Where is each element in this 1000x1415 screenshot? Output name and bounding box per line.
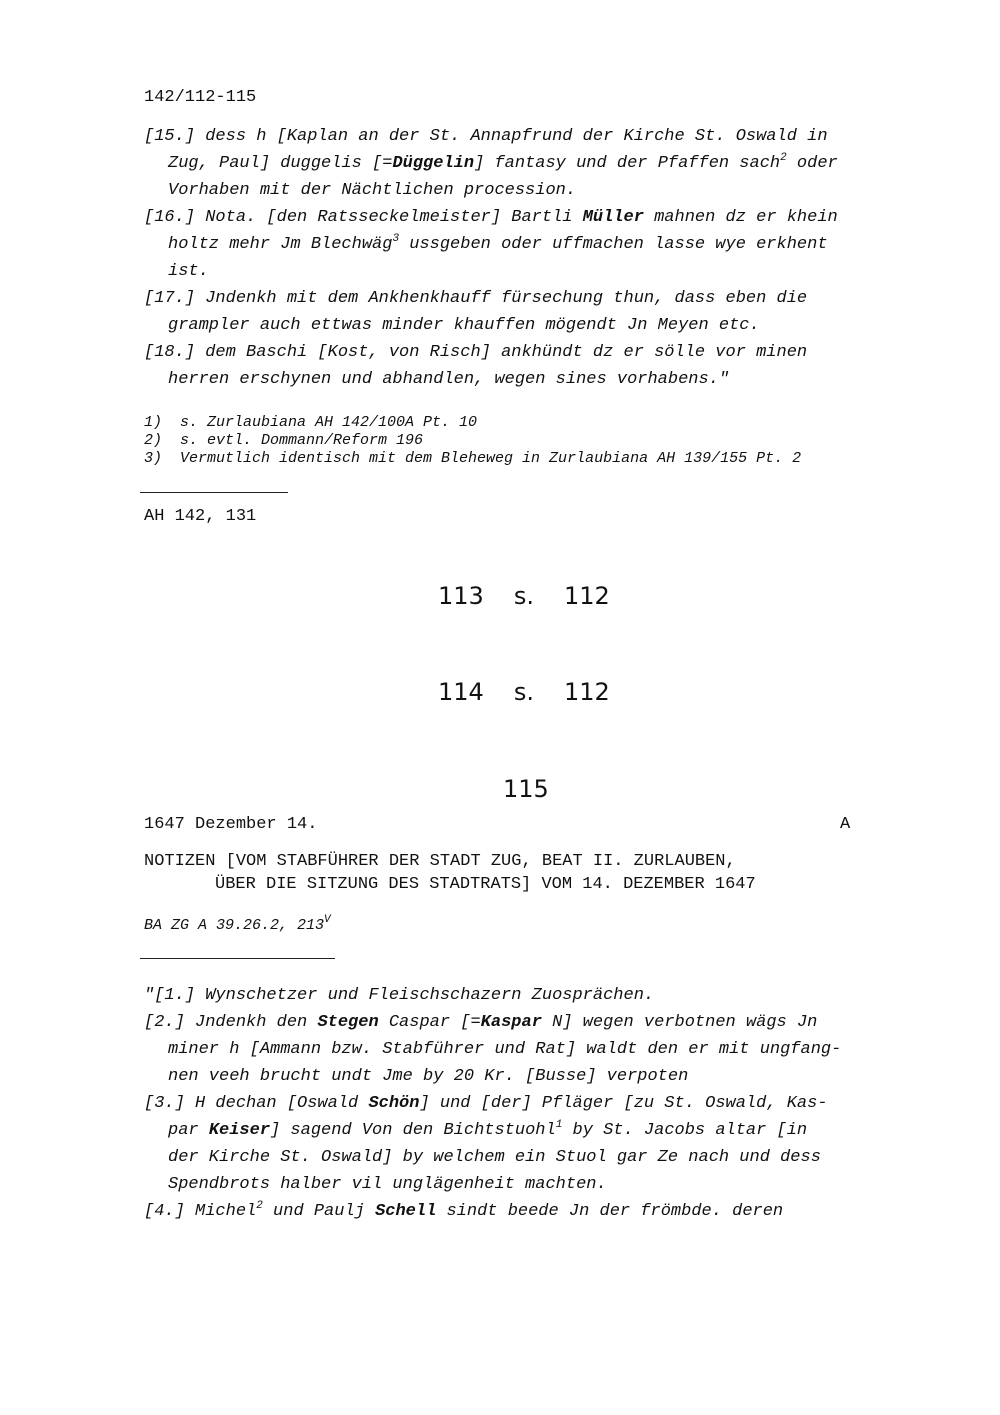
footnote-marker: 2 bbox=[780, 152, 787, 164]
entry-text: und Paulj bbox=[262, 1202, 376, 1221]
footnote-marker: 2 bbox=[256, 1200, 263, 1212]
entry-text: oder bbox=[786, 154, 838, 173]
entry-line bbox=[144, 312, 914, 339]
emphasized-name: Müller bbox=[582, 208, 644, 227]
entry-number: [16.] bbox=[144, 208, 196, 227]
entry-text: herren erschynen und abhandlen, wegen sines vorhabens." bbox=[168, 370, 730, 389]
entry-text: N] wegen verbotnen wägs Jn bbox=[541, 1013, 818, 1032]
entry-text: Michel bbox=[195, 1202, 257, 1221]
entry-text: ] fantasy und der Pfaffen sach bbox=[474, 154, 781, 173]
document-date: 1647 Dezember 14. bbox=[144, 815, 318, 834]
entry-text: dess h [Kaplan an der St. Annapfrund der Kirche St. Oswald in bbox=[205, 127, 828, 146]
entry-line bbox=[144, 1198, 914, 1225]
footnote-number: 3) bbox=[144, 450, 163, 467]
emphasized-name: Kaspar bbox=[480, 1013, 542, 1032]
document-type: A bbox=[840, 815, 851, 834]
divider-rule bbox=[140, 492, 288, 493]
entry-text: nen veeh brucht undt Jme by 20 Kr. [Busse] verpoten bbox=[168, 1067, 689, 1086]
entry-line bbox=[144, 123, 914, 150]
footnote bbox=[144, 432, 801, 450]
entry-line bbox=[144, 231, 914, 258]
footnotes bbox=[144, 414, 801, 468]
entry-line bbox=[144, 1144, 914, 1171]
entry bbox=[144, 1090, 914, 1198]
crossref-number: 114 bbox=[438, 678, 484, 706]
emphasized-name: Stegen bbox=[317, 1013, 379, 1032]
archive-reference-sup: V bbox=[324, 914, 331, 926]
entry-line bbox=[144, 1090, 914, 1117]
entry-number: [17.] bbox=[144, 289, 196, 308]
footnote-text: s. Zurlaubiana AH 142/100A Pt. 10 bbox=[180, 414, 478, 431]
entry-text: par bbox=[168, 1121, 209, 1140]
entry-line bbox=[144, 1171, 914, 1198]
entry-text: Wynschetzer und Fleischschazern Zuosprächen. bbox=[205, 986, 655, 1005]
footnote-marker: 1 bbox=[555, 1119, 563, 1131]
entries-bottom bbox=[144, 982, 914, 1225]
entry bbox=[144, 285, 914, 339]
source-reference: AH 142, 131 bbox=[144, 507, 257, 526]
emphasized-name: Düggelin bbox=[392, 154, 475, 173]
entry-text: Vorhaben mit der Nächtlichen procession. bbox=[168, 181, 577, 200]
footnote-text: Vermutlich identisch mit dem Bleheweg in Zurlaubiana AH 139/155 Pt. 2 bbox=[180, 450, 802, 467]
entry bbox=[144, 1009, 914, 1090]
entry-text: H dechan [Oswald bbox=[195, 1094, 369, 1113]
entry-number: [4.] bbox=[144, 1202, 185, 1221]
footnote-number: 2) bbox=[144, 432, 163, 449]
document-title-line2: ÜBER DIE SITZUNG DES STADTRATS] VOM 14. DEZEMBER 1647 bbox=[215, 875, 756, 894]
entry-text: ] sagend Von den Bichtstuohl bbox=[270, 1121, 556, 1140]
emphasized-name: Keiser bbox=[208, 1121, 271, 1140]
document-title-line1: NOTIZEN [VOM STABFÜHRER DER STADT ZUG, BEAT II. ZURLAUBEN, bbox=[144, 852, 736, 871]
entry-text: Spendbrots halber vil unglägenheit machten. bbox=[168, 1175, 607, 1194]
entry-text: ] und [der] Pfläger [zu St. Oswald, Kas- bbox=[419, 1094, 828, 1113]
entry-text: Jndenkh mit dem Ankhenkhauff fürsechung thun, dass eben die bbox=[205, 289, 808, 308]
crossref-target: 112 bbox=[563, 678, 610, 706]
entry-line bbox=[144, 366, 914, 393]
footnote-marker: 3 bbox=[392, 233, 400, 245]
entry-text: Zug, Paul] duggelis [= bbox=[168, 154, 393, 173]
entry-text: ussgeben oder uffmachen lasse wye erkhent bbox=[399, 235, 828, 254]
entry bbox=[144, 339, 914, 393]
entry-text: mahnen dz er khein bbox=[643, 208, 838, 227]
entry-line bbox=[144, 285, 914, 312]
entry-text: der Kirche St. Oswald] by welchem ein Stuol gar Ze nach und dess bbox=[168, 1148, 821, 1167]
divider-rule-2 bbox=[140, 958, 335, 959]
entry-text: ist. bbox=[168, 262, 209, 281]
entry bbox=[144, 204, 914, 285]
entry-text: by St. Jacobs altar [in bbox=[562, 1121, 808, 1140]
emphasized-name: Schön bbox=[368, 1094, 420, 1113]
footnote bbox=[144, 414, 801, 432]
crossref-number: 113 bbox=[438, 582, 484, 610]
crossref-target: 112 bbox=[563, 582, 610, 610]
entry-text: Nota. [den Ratsseckelmeister] Bartli bbox=[205, 208, 583, 227]
entry-line bbox=[144, 177, 914, 204]
archive-reference bbox=[144, 914, 331, 934]
footnote-number: 1) bbox=[144, 414, 163, 431]
crossref-s: s. bbox=[513, 678, 534, 706]
entry-line bbox=[144, 339, 914, 366]
emphasized-name: Schell bbox=[375, 1202, 437, 1221]
entry-text: Caspar [= bbox=[378, 1013, 481, 1032]
document-number: 115 bbox=[503, 775, 549, 803]
crossref-s: s. bbox=[513, 582, 534, 610]
entry-line bbox=[144, 1063, 914, 1090]
entry-text: holtz mehr Jm Blechwäg bbox=[168, 235, 393, 254]
archive-reference-text: BA ZG A 39.26.2, 213 bbox=[144, 917, 325, 934]
entry-number: [3.] bbox=[144, 1094, 185, 1113]
footnote bbox=[144, 450, 801, 468]
footnote-text: s. evtl. Dommann/Reform 196 bbox=[180, 432, 424, 449]
crossref-113 bbox=[438, 582, 610, 610]
entry-line bbox=[144, 258, 914, 285]
entries-top bbox=[144, 123, 914, 393]
entry-text: sindt beede Jn der frömbde. deren bbox=[436, 1202, 784, 1221]
entry-text: dem Baschi [Kost, von Risch] ankhündt dz er sölle vor minen bbox=[205, 343, 808, 362]
entry-text: Jndenkh den bbox=[195, 1013, 318, 1032]
entry-line bbox=[144, 1117, 914, 1144]
page-reference: 142/112-115 bbox=[144, 88, 257, 107]
entry bbox=[144, 982, 914, 1009]
entry-text: miner h [Ammann bzw. Stabführer und Rat] waldt den er mit ungfang- bbox=[168, 1040, 842, 1059]
entry-line bbox=[144, 204, 914, 231]
entry-line bbox=[144, 1036, 914, 1063]
entry-number: [15.] bbox=[144, 127, 196, 146]
entry-number: [18.] bbox=[144, 343, 196, 362]
entry-number: "[1.] bbox=[144, 986, 196, 1005]
entry-text: grampler auch ettwas minder khauffen mögendt Jn Meyen etc. bbox=[168, 316, 760, 335]
entry bbox=[144, 1198, 914, 1225]
entry-number: [2.] bbox=[144, 1013, 185, 1032]
entry-line bbox=[144, 150, 914, 177]
entry-line bbox=[144, 982, 914, 1009]
crossref-114 bbox=[438, 678, 610, 706]
entry-line bbox=[144, 1009, 914, 1036]
entry bbox=[144, 123, 914, 204]
